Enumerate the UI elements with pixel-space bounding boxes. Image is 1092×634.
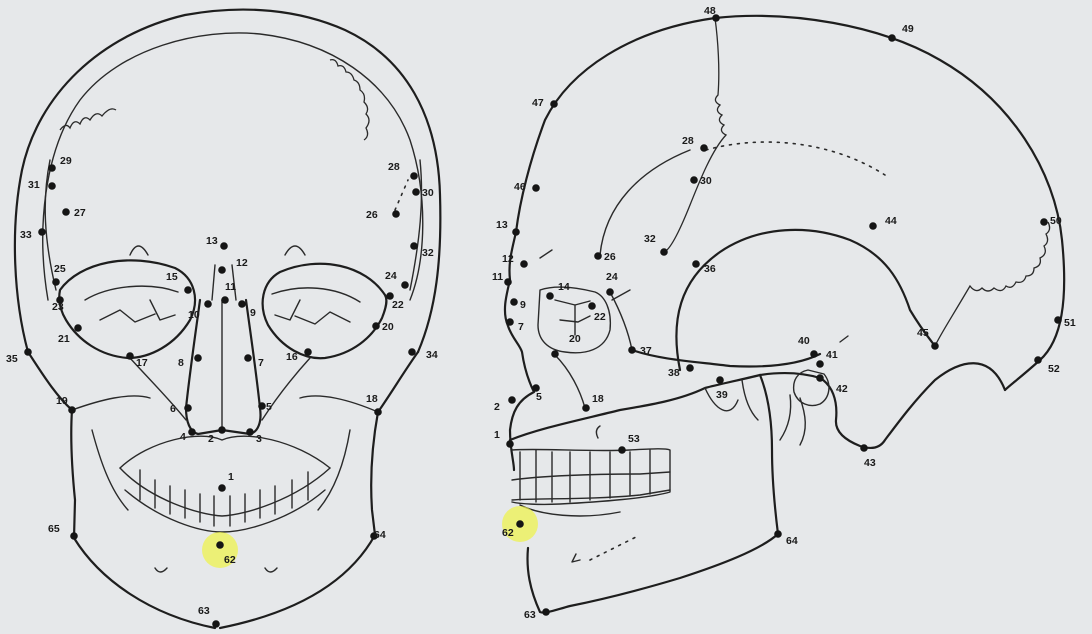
lateral-landmark-point-37 (628, 346, 636, 354)
frontal-landmark-label-35: 35 (6, 353, 18, 365)
lateral-landmark-point-11 (504, 278, 512, 286)
frontal-landmark-label-19: 19 (56, 395, 68, 407)
lateral-landmark-label-37: 37 (640, 345, 652, 357)
lateral-landmark-point-45 (931, 342, 939, 350)
lateral-landmark-point-38 (686, 364, 694, 372)
frontal-landmark-label-7: 7 (258, 357, 264, 369)
frontal-landmark-point-11 (221, 296, 229, 304)
lateral-landmark-label-1: 1 (494, 429, 500, 441)
frontal-landmark-label-26: 26 (366, 209, 378, 221)
frontal-landmark-label-16: 16 (286, 351, 298, 363)
lateral-landmark-point-43 (860, 444, 868, 452)
lateral-landmark-label-24: 24 (606, 271, 618, 283)
lateral-landmark-label-28: 28 (682, 135, 694, 147)
frontal-landmark-point-15 (184, 286, 192, 294)
frontal-landmark-label-65: 65 (48, 523, 60, 535)
lateral-landmark-point-44 (869, 222, 877, 230)
lateral-landmark-label-5: 5 (536, 391, 542, 403)
lateral-landmark-point-51 (1054, 316, 1062, 324)
lateral-landmark-label-62: 62 (502, 527, 514, 539)
frontal-landmark-label-32: 32 (422, 247, 434, 259)
lateral-landmark-point-32 (660, 248, 668, 256)
lateral-landmark-label-30: 30 (700, 175, 712, 187)
frontal-landmark-label-20: 20 (382, 321, 394, 333)
lateral-landmark-point-64 (774, 530, 782, 538)
lateral-landmark-point-9 (510, 298, 518, 306)
frontal-landmark-label-27: 27 (74, 207, 86, 219)
lateral-landmark-label-7: 7 (518, 321, 524, 333)
frontal-landmark-label-34: 34 (426, 349, 438, 361)
frontal-landmark-label-18: 18 (366, 393, 378, 405)
frontal-landmark-point-32 (410, 242, 418, 250)
frontal-landmark-label-1: 1 (228, 471, 234, 483)
lateral-landmark-label-12: 12 (502, 253, 514, 265)
lateral-landmark-label-13: 13 (496, 219, 508, 231)
frontal-landmark-label-4: 4 (180, 431, 186, 443)
frontal-landmark-label-23: 23 (52, 301, 64, 313)
frontal-landmark-point-34 (408, 348, 416, 356)
frontal-landmark-label-25: 25 (54, 263, 66, 275)
lateral-landmark-label-52: 52 (1048, 363, 1060, 375)
frontal-landmark-label-10: 10 (188, 309, 200, 321)
frontal-landmark-label-15: 15 (166, 271, 178, 283)
lateral-landmark-point-52 (1034, 356, 1042, 364)
lateral-landmark-point-22 (588, 302, 596, 310)
frontal-landmark-point-27 (62, 208, 70, 216)
frontal-landmark-label-22: 22 (392, 299, 404, 311)
frontal-landmark-label-29: 29 (60, 155, 72, 167)
frontal-landmark-point-17 (126, 352, 134, 360)
lateral-landmark-label-32: 32 (644, 233, 656, 245)
frontal-landmark-label-2: 2 (208, 433, 214, 445)
frontal-landmark-point-21 (74, 324, 82, 332)
frontal-landmark-label-63: 63 (198, 605, 210, 617)
frontal-landmark-point-8 (194, 354, 202, 362)
lateral-landmark-label-46: 46 (514, 181, 526, 193)
lateral-landmark-label-48: 48 (704, 5, 716, 17)
lateral-landmark-label-51: 51 (1064, 317, 1076, 329)
frontal-landmark-label-8: 8 (178, 357, 184, 369)
frontal-landmark-point-31 (48, 182, 56, 190)
lateral-landmark-point-49 (888, 34, 896, 42)
lateral-landmark-point-40 (810, 350, 818, 358)
frontal-landmark-point-62 (216, 541, 224, 549)
frontal-landmark-point-24 (401, 281, 409, 289)
lateral-landmark-point-20 (551, 350, 559, 358)
lateral-landmark-point-42 (816, 374, 824, 382)
frontal-landmark-label-5: 5 (266, 401, 272, 413)
frontal-landmark-point-65 (70, 532, 78, 540)
lateral-landmark-label-63: 63 (524, 609, 536, 621)
frontal-landmark-point-33 (38, 228, 46, 236)
frontal-landmark-point-7 (244, 354, 252, 362)
frontal-landmark-label-21: 21 (58, 333, 70, 345)
frontal-landmark-label-3: 3 (256, 433, 262, 445)
lateral-landmark-label-43: 43 (864, 457, 876, 469)
lateral-landmark-point-47 (550, 100, 558, 108)
lateral-landmark-point-26 (594, 252, 602, 260)
lateral-landmark-label-38: 38 (668, 367, 680, 379)
frontal-landmark-label-30: 30 (422, 187, 434, 199)
lateral-landmark-label-45: 45 (917, 327, 929, 339)
frontal-landmark-point-20 (372, 322, 380, 330)
lateral-landmark-label-22: 22 (594, 311, 606, 323)
lateral-landmark-label-44: 44 (885, 215, 897, 227)
lateral-landmark-label-18: 18 (592, 393, 604, 405)
lateral-landmark-label-11: 11 (492, 271, 504, 283)
lateral-landmark-label-47: 47 (532, 97, 544, 109)
frontal-landmark-label-33: 33 (20, 229, 32, 241)
lateral-landmark-point-14 (546, 292, 554, 300)
lateral-landmark-point-2 (508, 396, 516, 404)
frontal-landmark-point-35 (24, 348, 32, 356)
lateral-landmark-label-40: 40 (798, 335, 810, 347)
frontal-landmark-point-16 (304, 348, 312, 356)
frontal-landmark-point-25 (52, 278, 60, 286)
lateral-landmark-point-41 (816, 360, 824, 368)
frontal-landmark-point-13 (220, 242, 228, 250)
lateral-landmark-label-26: 26 (604, 251, 616, 263)
frontal-landmark-point-10 (204, 300, 212, 308)
lateral-landmark-point-46 (532, 184, 540, 192)
frontal-landmark-label-6: 6 (170, 403, 176, 415)
frontal-landmark-point-5 (258, 402, 266, 410)
lateral-landmark-label-50: 50 (1050, 215, 1062, 227)
frontal-landmark-label-12: 12 (236, 257, 248, 269)
lateral-landmark-point-63 (542, 608, 550, 616)
lateral-landmark-point-1 (506, 440, 514, 448)
lateral-landmark-point-36 (692, 260, 700, 268)
frontal-landmark-label-11: 11 (225, 281, 237, 293)
lateral-landmark-label-53: 53 (628, 433, 640, 445)
lateral-landmark-label-64: 64 (786, 535, 798, 547)
lateral-landmark-label-49: 49 (902, 23, 914, 35)
frontal-landmark-point-2 (218, 426, 226, 434)
frontal-landmark-label-24: 24 (385, 270, 397, 282)
lateral-landmark-point-53 (618, 446, 626, 454)
lateral-landmark-point-62 (516, 520, 524, 528)
frontal-landmark-point-12 (218, 266, 226, 274)
lateral-landmark-point-13 (512, 228, 520, 236)
frontal-landmark-label-31: 31 (28, 179, 40, 191)
lateral-landmark-label-20: 20 (569, 333, 581, 345)
lateral-landmark-point-28 (700, 144, 708, 152)
lateral-landmark-label-41: 41 (826, 349, 838, 361)
frontal-landmark-point-6 (184, 404, 192, 412)
frontal-landmark-label-64: 64 (374, 529, 386, 541)
frontal-landmark-point-18 (374, 408, 382, 416)
lateral-landmark-point-50 (1040, 218, 1048, 226)
frontal-landmark-label-9: 9 (250, 307, 256, 319)
frontal-landmark-point-63 (212, 620, 220, 628)
lateral-landmark-label-14: 14 (558, 281, 570, 293)
frontal-landmark-point-26 (392, 210, 400, 218)
frontal-landmark-point-19 (68, 406, 76, 414)
frontal-landmark-point-3 (246, 428, 254, 436)
lateral-landmark-label-42: 42 (836, 383, 848, 395)
frontal-landmark-point-30 (412, 188, 420, 196)
lateral-landmark-point-24 (606, 288, 614, 296)
lateral-landmark-point-30 (690, 176, 698, 184)
frontal-landmark-point-28 (410, 172, 418, 180)
lateral-landmark-point-39 (716, 376, 724, 384)
frontal-landmark-label-17: 17 (136, 357, 148, 369)
frontal-landmark-label-28: 28 (388, 161, 400, 173)
lateral-landmark-label-36: 36 (704, 263, 716, 275)
frontal-landmark-point-29 (48, 164, 56, 172)
frontal-landmark-label-62: 62 (224, 554, 236, 566)
lateral-landmark-label-9: 9 (520, 299, 526, 311)
lateral-landmark-point-18 (582, 404, 590, 412)
frontal-landmark-label-13: 13 (206, 235, 218, 247)
frontal-landmark-point-9 (238, 300, 246, 308)
lateral-landmark-point-12 (520, 260, 528, 268)
frontal-landmark-point-4 (188, 428, 196, 436)
lateral-landmark-label-2: 2 (494, 401, 500, 413)
lateral-landmark-label-39: 39 (716, 389, 728, 401)
lateral-landmark-point-7 (506, 318, 514, 326)
frontal-landmark-point-1 (218, 484, 226, 492)
